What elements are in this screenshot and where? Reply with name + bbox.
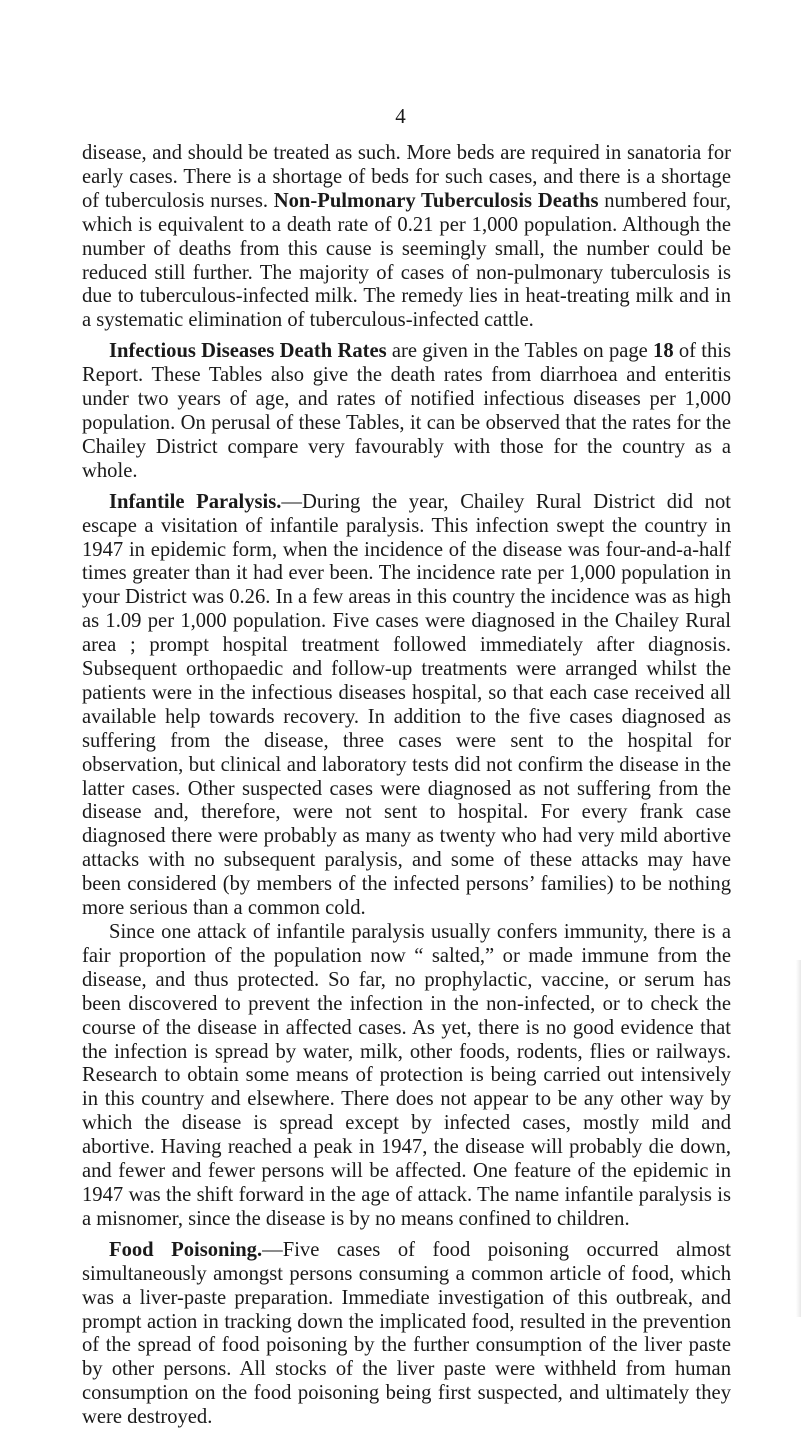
page-number: 4: [395, 104, 406, 128]
page-edge-shadow: [796, 960, 801, 1317]
heading-infantile-paralysis: Infantile Paralysis.: [109, 490, 282, 513]
page-reference: 18: [653, 340, 674, 363]
heading-non-pulmonary-tuberculosis-deaths: Non-Pulmonary Tuberculosis Deaths: [273, 189, 599, 212]
paragraph-text: —Five cases of food poisoning occurred almost simultaneously amongst persons consuming a common article of food, which was a liver-paste preparation. Immediate investigation of this outbreak, and prompt action in tracking down the implicated food, resulted in the prevention of the spread of food poisoning by the further consumption of the liver paste by other persons. All stocks of the liver paste were withheld from human consumption on the food poisoning being first suspected, and ultimately they were destroyed.: [82, 1238, 731, 1429]
paragraph-food-poisoning: [82, 1239, 731, 1430]
paragraph-infantile-paralysis: [82, 491, 731, 921]
paragraph-text: disease, and should be treated as such. More beds are required in sanatoria for early cases. There is a shortage of beds for such cases, and there is a shortage of tuberculosis nurses.: [82, 142, 731, 212]
paragraph-tuberculosis: [82, 142, 731, 333]
report-body: [82, 142, 731, 1430]
heading-infectious-diseases-death-rates: Infectious Diseases Death Rates: [109, 340, 387, 363]
paragraph-infectious-diseases: [82, 340, 731, 483]
heading-food-poisoning: Food Poisoning.: [109, 1238, 263, 1261]
paragraph-text: numbered four, which is equivalent to a death rate of 0.21 per 1,000 population. Although the number of deaths from this cause is seemingly small, the number could be reduced still further. The majority of cases of non-pulmonary tuberculosis is due to tuberculous-infected milk. The remedy lies in heat-treating milk and in a systematic elimination of tuberculous-infected cattle.: [82, 189, 731, 332]
paragraph-text: Since one attack of infantile paralysis usually confers immunity, there is a fair proportion of the population now “ salted,” or made immune from the disease, and thus protected. So far, no prophylactic, vaccine, or serum has been discovered to prevent the infection in the non-infected, or to check the course of the disease in affected cases. As yet, there is no good evidence that the infection is spread by water, milk, other foods, rodents, flies or railways. Research to obtain some means of protection is being carried out intensively in this country and elsewhere. There does not appear to be any other way by which the disease is spread except by infected cases, mostly mild and abortive. Having reached a peak in 1947, the disease will probably die down, and fewer and fewer persons will be affected. One feature of the epidemic in 1947 was the shift forward in the age of attack. The name infantile paralysis is a misnomer, since the disease is by no means confined to children.: [82, 921, 731, 1230]
paragraph-text: —During the year, Chailey Rural District did not escape a visitation of infantile paralysis. This infection swept the country in 1947 in epidemic form, when the incidence of the disease was four-and-a-half times greater than it had ever been. The incidence rate per 1,000 population in your District was 0.26. In a few areas in this country the incidence was as high as 1.09 per 1,000 population. Five cases were diagnosed in the Chailey Rural area ; prompt hospital treatment followed immediately after diagnosis. Subsequent orthopaedic and follow-up treatments were arranged whilst the patients were in the infectious diseases hospital, so that each case received all available help towards recovery. In addition to the five cases diagnosed as suffering from the disease, three cases were sent to the hospital for observation, but clinical and laboratory tests did not confirm the disease in the latter cases. Other suspected cases were diagnosed as not suffering from the disease and, therefore, were not sent to hospital. For every frank case diagnosed there were probably as many as twenty who had very mild abortive attacks with no subsequent paralysis, and some of these attacks may have been considered (by members of the infected persons’ families) to be nothing more serious than a common cold.: [82, 490, 731, 920]
paragraph-text: are given in the Tables on page: [386, 340, 654, 363]
paragraph-immunity: [82, 921, 731, 1232]
paragraph-text: of this Report. These Tables also give the death rates from diarrhoea and enteritis under two years of age, and rates of notified infectious diseases per 1,000 population. On perusal of these Tables, it can be observed that the rates for the Chailey District compare very favourably with those for the country as a whole.: [82, 340, 731, 482]
